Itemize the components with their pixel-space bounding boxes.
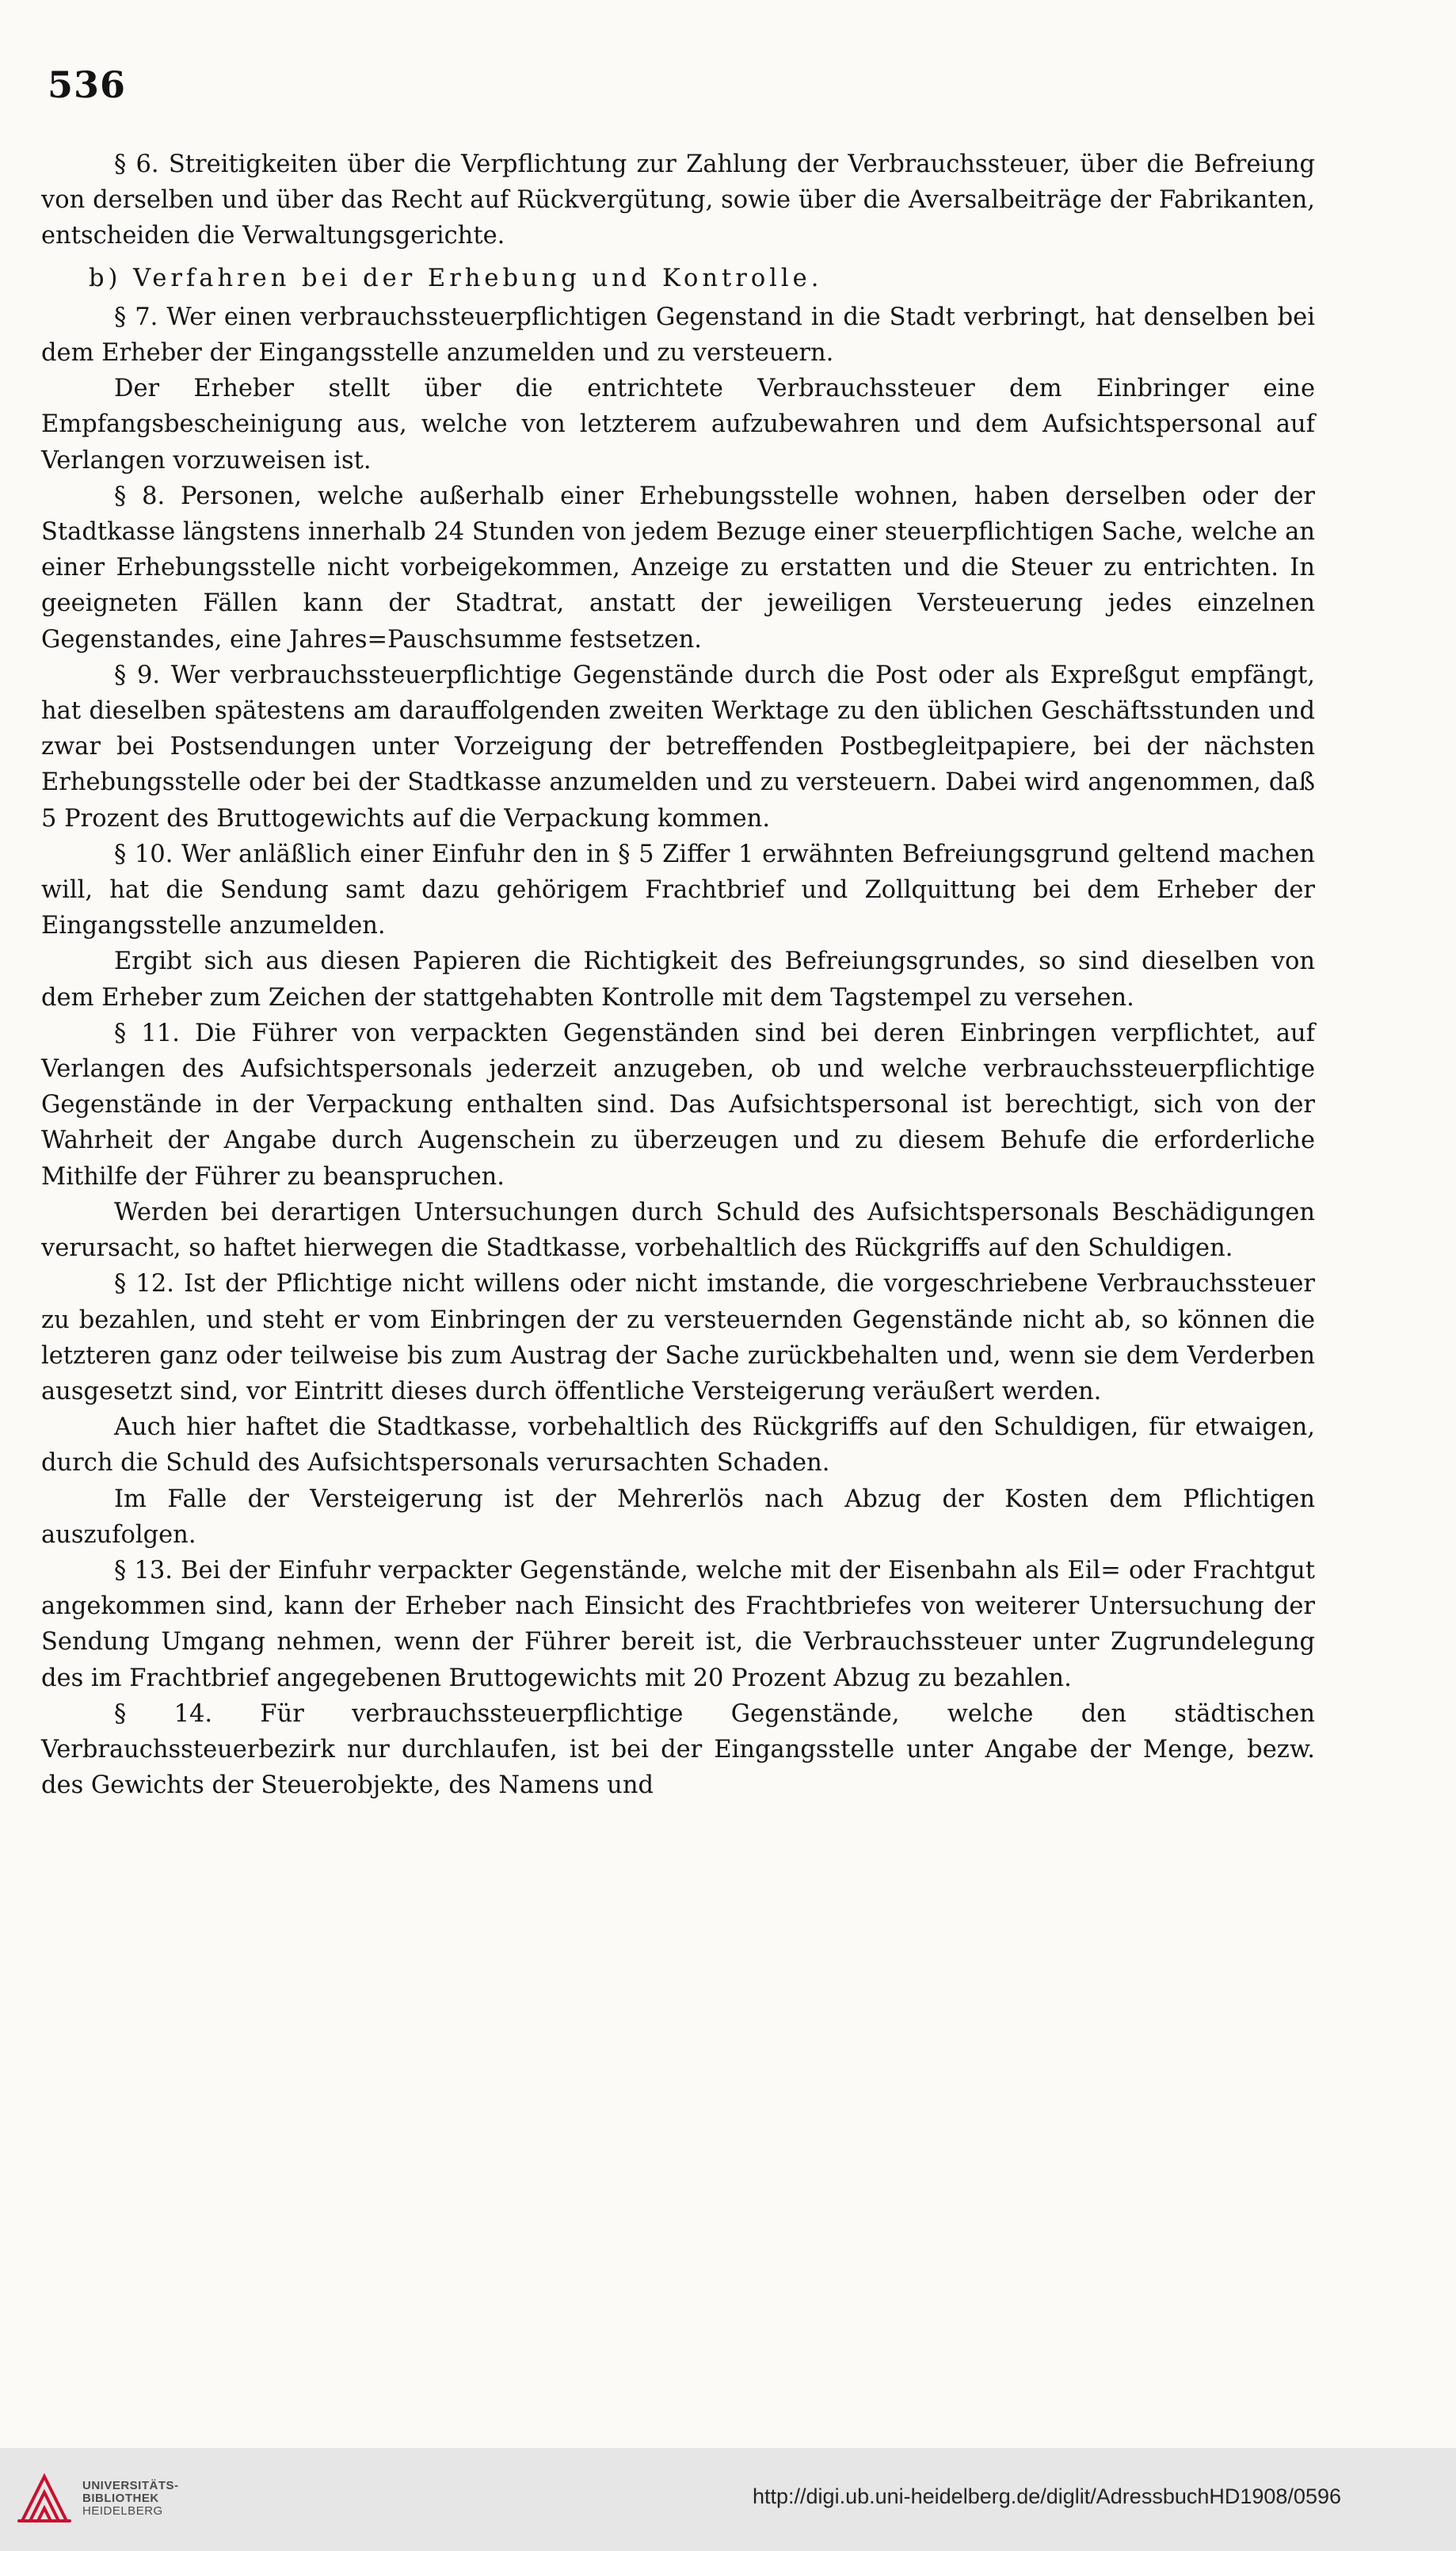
body-text [41, 147, 1315, 1803]
university-seal-icon [14, 2469, 74, 2529]
library-name-line: UNIVERSITÄTS- [82, 2479, 179, 2492]
paragraph-section-9: § 9. Wer verbrauchssteuerpflichtige Gegenstände durch die Post oder als Expreßgut empfängt, hat dieselben spätestens am darauffolgenden zweiten Werktage zu den üblichen Geschäftsstunden und zwar bei Postsendungen unter Vorzeigung der betreffenden Postbegleitpapiere, bei der nächsten Erhebungsstelle oder bei der Stadtkasse anzumelden und zu versteuern. Dabei wird angenommen, daß 5 Prozent des Bruttogewichts auf die Verpackung kommen. [41, 661, 1315, 833]
page-number: 536 [48, 63, 127, 106]
paragraph-section-11: § 11. Die Führer von verpackten Gegenständen sind bei deren Einbringen verpflichtet, auf Verlangen des Aufsichtspersonals jederzeit anzugeben, ob und welche verbrauchssteuerpflichtige Gegenstände in der Verpackung enthalten sind. Das Aufsichtspersonal ist berechtigt, sich von der Wahrheit der Angabe durch Augenschein zu überzeugen und zu diesem Behufe die erforderliche Mithilfe der Führer zu beanspruchen. [41, 1019, 1315, 1191]
paragraph-section-6: § 6. Streitigkeiten über die Verpflichtung zur Zahlung der Verbrauchssteuer, über die Befreiung von derselben und über das Recht auf Rückvergütung, sowie über die Aversalbeiträge der Fabrikanten, entscheiden die Verwaltungsgerichte. [41, 151, 1315, 250]
section-heading: b) Verfahren bei der Erhebung und Kontrolle. [89, 264, 823, 292]
paragraph-section-10: § 10. Wer anläßlich einer Einfuhr den in § 5 Ziffer 1 erwähnten Befreiungsgrund geltend machen will, hat die Sendung samt dazu gehörigem Frachtbrief und Zollquittung bei dem Erheber der Eingangsstelle anzumelden. [41, 840, 1315, 940]
paragraph-section-12-cont2: Im Falle der Versteigerung ist der Mehrerlös nach Abzug der Kosten dem Pflichtigen auszufolgen. [41, 1485, 1315, 1549]
paragraph-section-7-cont: Der Erheber stellt über die entrichtete Verbrauchssteuer dem Einbringer eine Empfangsbescheinigung aus, welche von letzterem aufzubewahren und dem Aufsichtspersonal auf Verlangen vorzuweisen ist. [41, 375, 1315, 475]
paragraph-section-8: § 8. Personen, welche außerhalb einer Erhebungsstelle wohnen, haben derselben oder der Stadtkasse längstens innerhalb 24 Stunden von jedem Bezuge einer steuerpflichtigen Sache, welche an einer Erhebungsstelle nicht vorbeigekommen, Anzeige zu erstatten und die Steuer zu entrichten. In geeigneten Fällen kann der Stadtrat, anstatt der jeweiligen Versteuerung jedes einzelnen Gegenstandes, eine Jahres=Pauschsumme festsetzen. [41, 482, 1316, 654]
library-name-line: BIBLIOTHEK [82, 2492, 159, 2505]
paragraph-section-12: § 12. Ist der Pflichtige nicht willens oder nicht imstande, die vorgeschriebene Verbrauchssteuer zu bezahlen, und steht er vom Einbringen der zu versteuernden Gegenstände nicht ab, so können die letzteren ganz oder teilweise bis zum Austrag der Sache zurückbehalten und, wenn sie dem Verderben ausgesetzt sind, vor Eintritt dieses durch öffentliche Versteigerung veräußert werden. [41, 1270, 1315, 1405]
paragraph-section-7: § 7. Wer einen verbrauchssteuerpflichtigen Gegenstand in die Stadt verbringt, hat denselben bei dem Erheber der Eingangsstelle anzumelden und zu versteuern. [41, 303, 1315, 368]
source-url-link[interactable]: http://digi.ub.uni-heidelberg.de/diglit/AdressbuchHD1908/0596 [753, 2484, 1342, 2508]
paragraph-section-13: § 13. Bei der Einfuhr verpackter Gegenstände, welche mit der Eisenbahn als Eil= oder Frachtgut angekommen sind, kann der Erheber nach Einsicht des Frachtbriefes von weiterer Untersuchung der Sendung Umgang nehmen, wenn der Führer bereit ist, die Verbrauchssteuer unter Zugrundelegung des im Frachtbrief angegebenen Bruttogewichts mit 20 Prozent Abzug zu bezahlen. [41, 1556, 1315, 1692]
paragraph-section-14: § 14. Für verbrauchssteuerpflichtige Gegenstände, welche den städtischen Verbrauchssteuerbezirk nur durchlaufen, ist bei der Eingangsstelle unter Angabe der Menge, bezw. des Gewichts der Steuerobjekte, des Namens und [41, 1699, 1315, 1800]
paragraph-section-12-cont: Auch hier haftet die Stadtkasse, vorbehaltlich des Rückgriffs auf den Schuldigen, für etwaigen, durch die Schuld des Aufsichtspersonals verursachten Schaden. [41, 1413, 1315, 1478]
paragraph-section-10-cont: Ergibt sich aus diesen Papieren die Richtigkeit des Befreiungsgrundes, so sind dieselben von dem Erheber zum Zeichen der stattgehabten Kontrolle mit dem Tagstempel zu versehen. [41, 948, 1315, 1012]
digitization-footer [0, 2448, 1456, 2551]
library-name-line: HEIDELBERG [82, 2504, 163, 2518]
library-name [82, 2480, 179, 2518]
paragraph-section-11-cont: Werden bei derartigen Untersuchungen durch Schuld des Aufsichtspersonals Beschädigungen verursacht, so haftet hierwegen die Stadtkasse, vorbehaltlich des Rückgriffs auf den Schuldigen. [41, 1198, 1315, 1263]
